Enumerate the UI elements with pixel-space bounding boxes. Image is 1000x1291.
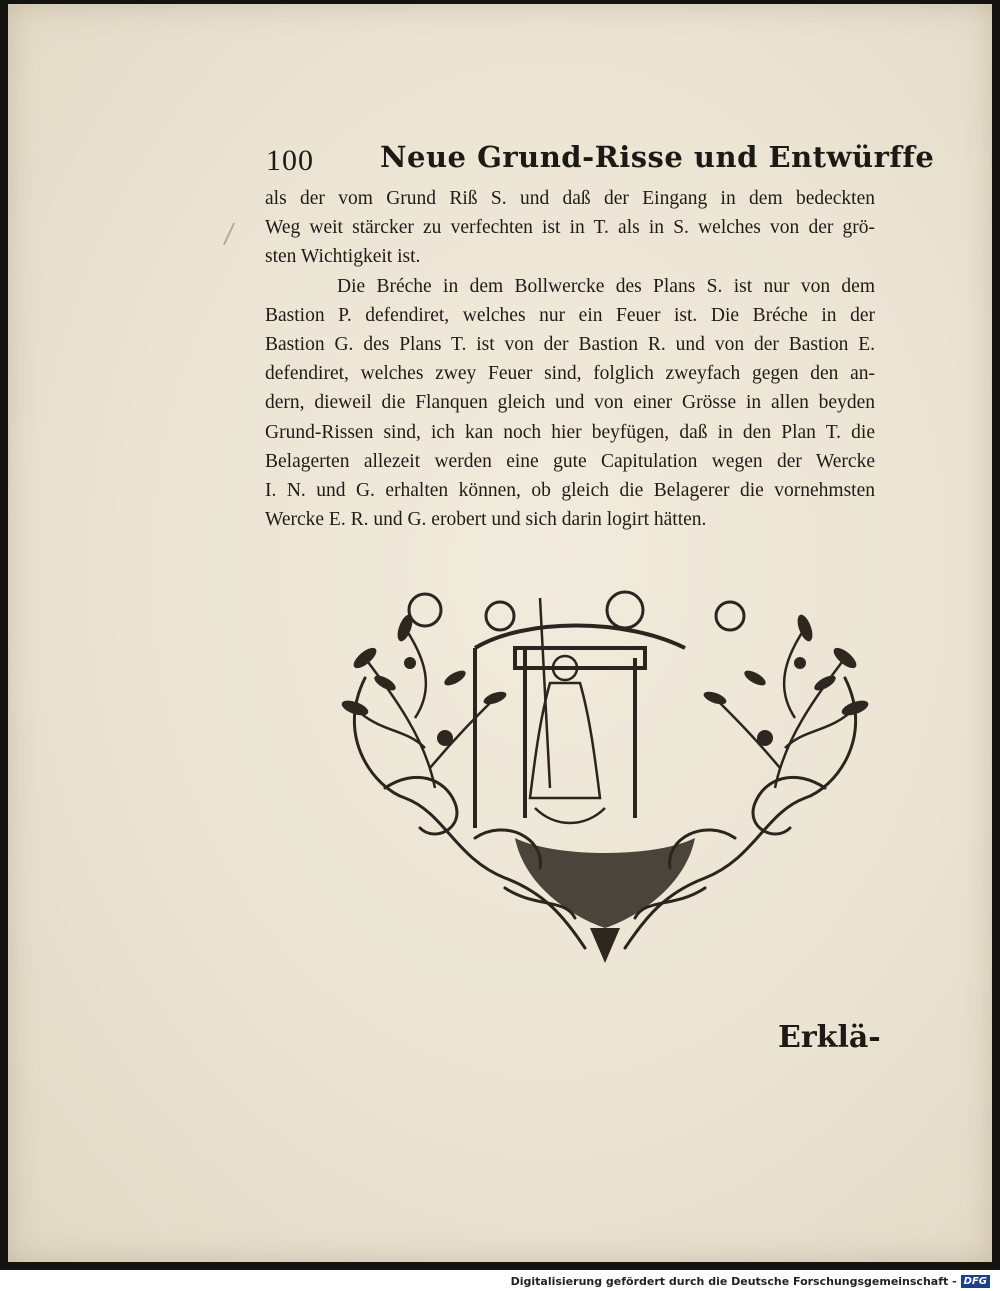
footer-credit	[511, 1272, 990, 1290]
ornamental-vignette	[325, 588, 885, 968]
running-title: Neue Grund-Risse und Entwürffe	[380, 140, 935, 174]
dfg-logo: DFG	[961, 1275, 990, 1288]
vignette-figure	[530, 598, 605, 823]
page-header	[262, 140, 935, 180]
text-line: dern, dieweil die Flanquen gleich und von einer Grösse in allen beyden	[265, 392, 875, 414]
body-text	[265, 184, 875, 534]
text-line: I. N. und G. erhalten können, ob gleich die Belagerer die vornehmsten	[265, 480, 875, 502]
text-line: Die Bréche in dem Bollwercke des Plans S. ist nur von dem	[337, 275, 875, 297]
text-line: Belagerten allezeit werden eine gute Capitulation wegen der Wercke	[265, 450, 875, 472]
footer-credit-text: Digitalisierung gefördert durch die Deutsche Forschungsgemeinschaft -	[510, 1274, 957, 1288]
text-line: Bastion G. des Plans T. ist von der Bastion R. und von der Bastion E.	[265, 334, 875, 356]
text-line: als der vom Grund Riß S. und daß der Eingang in dem bedeckten	[265, 188, 875, 209]
text-line: sten Wichtigkeit ist.	[265, 246, 421, 268]
page-number: 100	[266, 144, 314, 177]
text-line: Weg weit stärcker zu verfechten ist in T. als in S. welches von der grö-	[265, 217, 875, 239]
text-line: Bastion P. defendiret, welches nur ein Feuer ist. Die Bréche in der	[265, 304, 875, 326]
text-line: defendiret, welches zwey Feuer sind, folglich zweyfach gegen den an-	[265, 363, 875, 385]
text-line: Wercke E. R. und G. erobert und sich darin logirt hätten.	[265, 509, 707, 531]
text-line: Grund-Rissen sind, ich kan noch hier beyfügen, daß in den Plan T. die	[265, 421, 875, 443]
vignette-leaves	[340, 613, 870, 746]
catchword: Erklä-	[778, 1020, 881, 1055]
